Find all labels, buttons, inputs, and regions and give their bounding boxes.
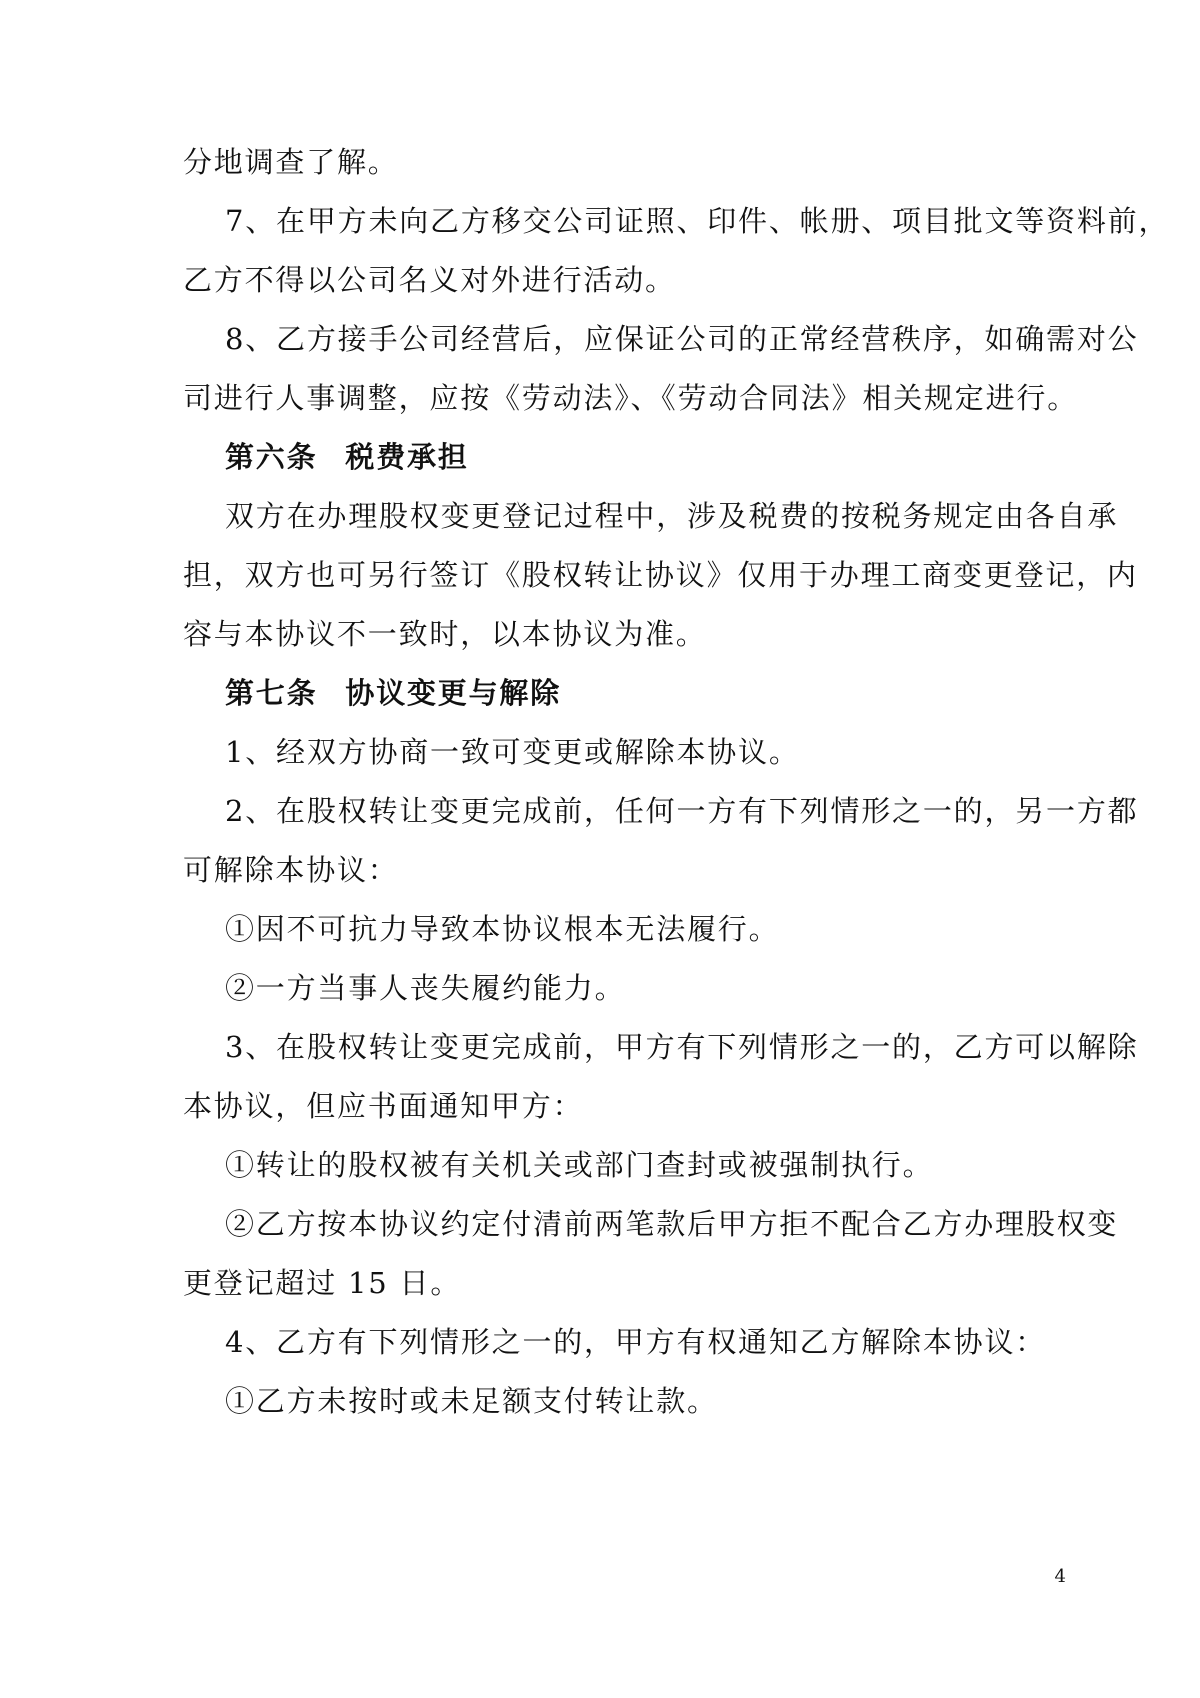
text-line: 更登记超过 15 日。 xyxy=(183,1266,462,1300)
clause-7-3-text: 3、在股权转让变更完成前，甲方有下列情形之一的，乙方可以解除 xyxy=(225,1030,1139,1064)
list-item: ①转让的股权被有关机关或部门查封或被强制执行。 xyxy=(225,1148,934,1182)
text-line: 本协议，但应书面通知甲方： xyxy=(183,1089,584,1123)
page-number: 4 xyxy=(1054,1566,1066,1587)
article-6-title: 税费承担 xyxy=(345,440,469,474)
article-6-number: 第六条 xyxy=(225,440,318,474)
article-7-heading xyxy=(225,673,1065,713)
clause-7-4-text: 4、乙方有下列情形之一的，甲方有权通知乙方解除本协议： xyxy=(225,1325,1047,1359)
article-6-heading xyxy=(225,437,1065,477)
text-line: 容与本协议不一致时，以本协议为准。 xyxy=(183,617,707,651)
clause-7-2-text: 2、在股权转让变更完成前，任何一方有下列情形之一的，另一方都 xyxy=(225,794,1139,828)
text-line: 担，双方也可另行签订《股权转让协议》仅用于办理工商变更登记，内 xyxy=(183,558,1138,592)
clause-7-1-text: 1、经双方协商一致可变更或解除本协议。 xyxy=(225,735,800,769)
list-item: ②乙方按本协议约定付清前两笔款后甲方拒不配合乙方办理股权变 xyxy=(225,1207,1119,1241)
text-line: 乙方不得以公司名义对外进行活动。 xyxy=(183,263,676,297)
list-item: ①乙方未按时或未足额支付转让款。 xyxy=(225,1384,718,1418)
clause-7-text: 7、在甲方未向乙方移交公司证照、印件、帐册、项目批文等资料前， xyxy=(225,204,1170,238)
article-6-text: 双方在办理股权变更登记过程中，涉及税费的按税务规定由各自承 xyxy=(225,499,1119,533)
article-7-title: 协议变更与解除 xyxy=(345,676,562,710)
text-line: 分地调查了解。 xyxy=(183,145,399,179)
text-line: 可解除本协议： xyxy=(183,853,399,887)
text-line: 司进行人事调整，应按《劳动法》、《劳动合同法》相关规定进行。 xyxy=(183,381,1079,415)
list-item: ②一方当事人丧失履约能力。 xyxy=(225,971,626,1005)
list-item: ①因不可抗力导致本协议根本无法履行。 xyxy=(225,912,780,946)
clause-8-text: 8、乙方接手公司经营后，应保证公司的正常经营秩序，如确需对公 xyxy=(225,322,1139,356)
article-7-number: 第七条 xyxy=(225,676,318,710)
